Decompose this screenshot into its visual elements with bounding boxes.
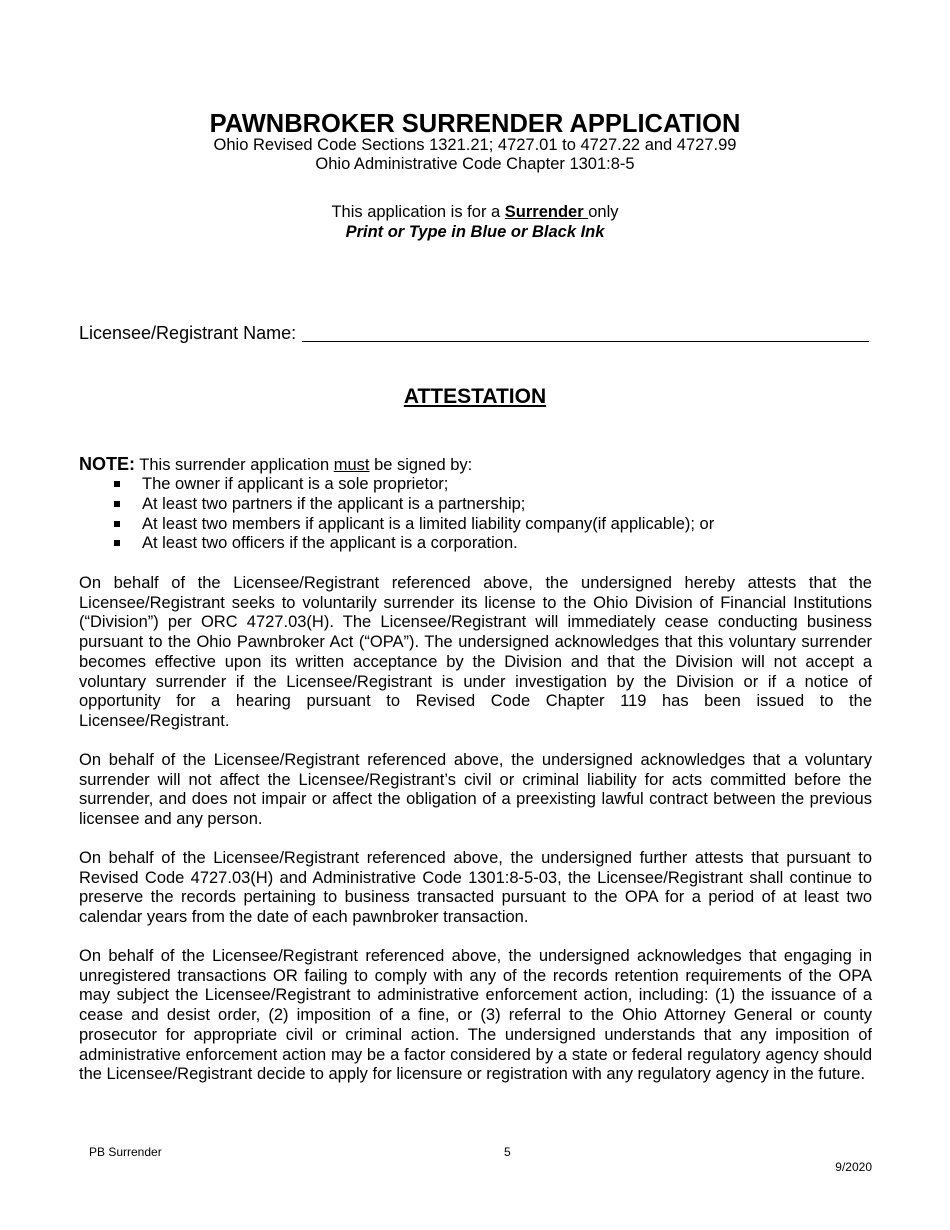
note-text-prefix: This surrender application: [135, 456, 334, 474]
licensee-name-field[interactable]: [79, 322, 869, 344]
application-type-notice: [0, 203, 950, 222]
application-type-prefix: This application is for a: [331, 203, 505, 221]
bullet-square-icon: [114, 501, 120, 507]
note-text-suffix: be signed by:: [369, 456, 473, 474]
footer-form-name: PB Surrender: [89, 1145, 162, 1159]
bullet-square-icon: [114, 540, 120, 546]
note-label: NOTE:: [79, 454, 135, 474]
list-item: [114, 515, 874, 535]
footer-revision-date: 9/2020: [835, 1160, 872, 1174]
footer-page-number: 5: [504, 1145, 511, 1159]
list-item-text: At least two partners if the applicant is a partnership;: [142, 494, 526, 513]
admin-code-citation: Ohio Administrative Code Chapter 1301:8-5: [315, 155, 635, 173]
list-item-text: The owner if applicant is a sole proprietor;: [142, 475, 449, 493]
list-item: [114, 495, 874, 515]
list-item: [114, 475, 874, 495]
ink-instruction: Print or Type in Blue or Black Ink: [345, 223, 605, 241]
list-item: [114, 534, 874, 554]
attestation-paragraph-records: On behalf of the Licensee/Registrant referenced above, the undersigned further attests that pursuant to Revised Code 4727.03(H) and Administrative Code 1301:8-5-03, the Licensee/Registrant shall continue to preserve the records pertaining to business transacted pursuant to the OPA for a period of at least two calendar years from the date of each pawnbroker transaction.: [79, 849, 872, 927]
application-type-emphasis: Surrender: [504, 203, 589, 221]
bullet-square-icon: [114, 521, 120, 527]
list-item-text: At least two officers if the applicant is a corporation.: [142, 534, 518, 553]
note-text-emphasis: must: [333, 456, 370, 474]
statute-citation: Ohio Revised Code Sections 1321.21; 4727.01 to 4727.22 and 4727.99: [213, 136, 737, 154]
attestation-paragraph-surrender: On behalf of the Licensee/Registrant referenced above, the undersigned hereby attests that the Licensee/Registrant seeks to voluntarily surrender its license to the Ohio Division of Financial Institutions (“Division”) per ORC 4727.03(H). The Licensee/Registrant will immediately cease conducting business pursuant to the Ohio Pawnbroker Act (“OPA”). The undersigned acknowledges that this voluntary surrender becomes effective upon its written acceptance by the Division and that the Division will not accept a voluntary surrender if the Licensee/Registrant is under investigation by the Division or if a notice of opportunity for a hearing pursuant to Revised Code Chapter 119 has been issued to the Licensee/Registrant.: [79, 574, 872, 730]
licensee-name-blank-line[interactable]: [302, 323, 869, 342]
application-type-suffix: only: [588, 203, 619, 221]
licensee-name-label: Licensee/Registrant Name:: [79, 323, 297, 343]
document-title: PAWNBROKER SURRENDER APPLICATION: [209, 110, 741, 138]
list-item-text: At least two members if applicant is a limited liability company(if applicable); or: [142, 514, 715, 533]
attestation-heading: ATTESTATION: [403, 385, 547, 408]
attestation-paragraph-liability: On behalf of the Licensee/Registrant referenced above, the undersigned acknowledges that a voluntary surrender will not affect the Licensee/Registrant’s civil or criminal liability for acts committed before the surrender, and does not impair or affect the obligation of a preexisting lawful contract between the previous licensee and any person.: [79, 751, 872, 829]
signature-requirement-note: [79, 455, 879, 476]
attestation-paragraph-enforcement: On behalf of the Licensee/Registrant referenced above, the undersigned acknowledges that engaging in unregistered transactions OR failing to comply with any of the records retention requirements of the OPA may subject the Licensee/Registrant to administrative enforcement action, including: (1) the issuance of a cease and desist order, (2) imposition of a fine, or (3) referral to the Ohio Attorney General or county prosecutor for appropriate civil or criminal action. The undersigned understands that any imposition of administrative enforcement action may be a factor considered by a state or federal regulatory agency should the Licensee/Registrant decide to apply for licensure or registration with any regulatory agency in the future.: [79, 947, 872, 1084]
bullet-square-icon: [114, 481, 120, 487]
signer-requirements-list: [114, 475, 874, 554]
